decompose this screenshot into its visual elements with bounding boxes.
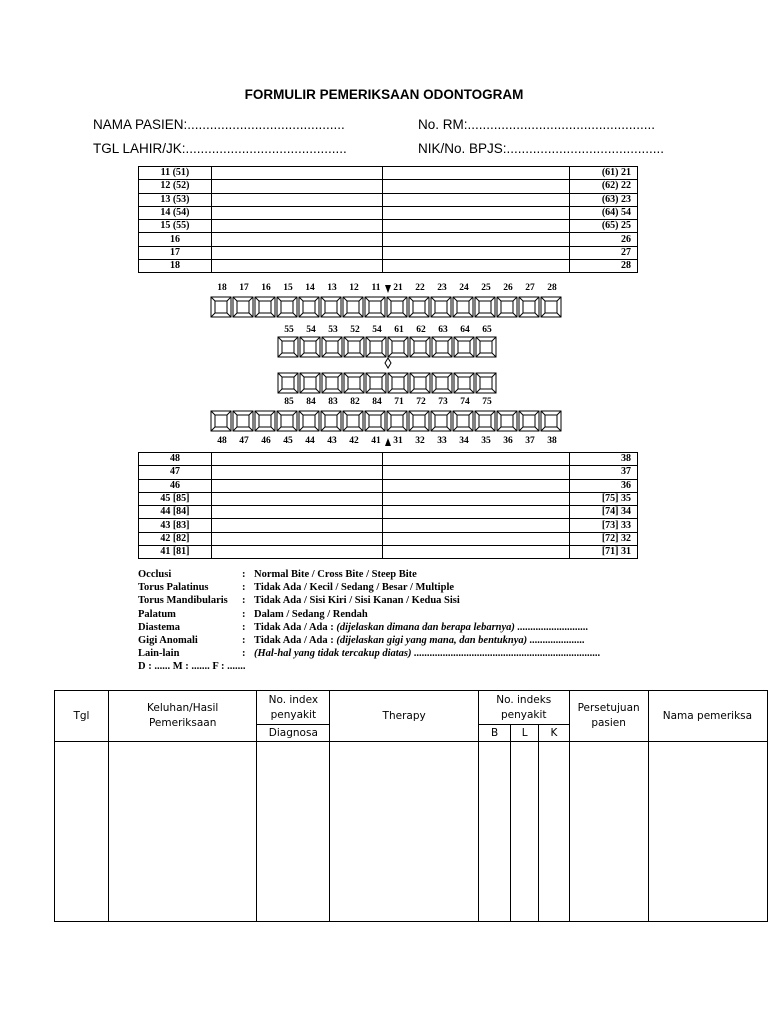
tooth-number: 28	[547, 283, 557, 293]
page-title: FORMULIR PEMERIKSAAN ODONTOGRAM	[244, 87, 524, 102]
tooth-label-left: 14 (54)	[139, 206, 212, 219]
tooth-number: 85	[284, 397, 294, 407]
tooth-number: 64	[460, 325, 470, 335]
table-row	[55, 742, 768, 922]
cell-diagnosa[interactable]	[257, 742, 330, 922]
exam-record-table	[54, 690, 768, 922]
tooth-label-right: 27	[570, 246, 638, 259]
tooth-label-left: 41 [81]	[139, 546, 212, 559]
tooth-number: 26	[503, 283, 513, 293]
tooth-number: 36	[503, 436, 513, 446]
tooth-number: 71	[394, 397, 404, 407]
dmf-line: D : ...... M : ....... F : .......	[138, 661, 246, 673]
header-k: K	[539, 725, 569, 742]
tooth-number: 25	[481, 283, 491, 293]
cell-l[interactable]	[511, 742, 539, 922]
tgl-lahir-field: TGL LAHIR/JK:...........................................	[93, 141, 347, 156]
header-tgl: Tgl	[55, 691, 109, 742]
tooth-number: 63	[438, 325, 448, 335]
tooth-number: 72	[416, 397, 426, 407]
tooth-number: 73	[438, 397, 448, 407]
tooth-label-left: 45 [85]	[139, 492, 212, 505]
tooth-number: 34	[459, 436, 469, 446]
tooth-number: 44	[305, 436, 315, 446]
cell-tgl[interactable]	[55, 742, 109, 922]
tooth-number: 84	[306, 397, 316, 407]
cell-nama[interactable]	[648, 742, 767, 922]
tooth-label-right: [72] 32	[570, 532, 638, 545]
tooth-number: 84	[372, 397, 382, 407]
tooth-label-left: 47	[139, 466, 212, 479]
tooth-number: 54	[306, 325, 316, 335]
tooth-label-right: (61) 21	[570, 167, 638, 180]
tooth-label-left: 44 [84]	[139, 506, 212, 519]
header-b: B	[479, 725, 511, 742]
tooth-number: 65	[482, 325, 492, 335]
tooth-number: 27	[525, 283, 535, 293]
header-l: L	[511, 725, 539, 742]
tooth-number: 16	[261, 283, 271, 293]
tooth-label-right: (63) 23	[570, 193, 638, 206]
tooth-number: 43	[327, 436, 337, 446]
header-nama-pemeriksa: Nama pemeriksa	[648, 691, 767, 742]
nama-pasien-field: NAMA PASIEN:..........................................	[93, 117, 345, 132]
header-no-indeks: No. indeks penyakit	[479, 691, 570, 725]
tooth-number: 53	[328, 325, 338, 335]
tooth-number: 62	[416, 325, 426, 335]
cell-keluhan[interactable]	[108, 742, 257, 922]
colon: :	[242, 635, 246, 647]
exam-value: Normal Bite / Cross Bite / Steep Bite	[254, 569, 417, 580]
tooth-label-right: 28	[570, 260, 638, 273]
tooth-label-right: 37	[570, 466, 638, 479]
tooth-number: 41	[371, 436, 381, 446]
header-persetujuan: Persetujuan pasien	[569, 691, 648, 742]
tooth-label-right: (64) 54	[570, 206, 638, 219]
exam-label: Occlusi	[138, 569, 172, 580]
colon: :	[242, 648, 246, 660]
tooth-label-right: 38	[570, 453, 638, 466]
tooth-number: 14	[305, 283, 315, 293]
tooth-number: 82	[350, 397, 360, 407]
exam-value: Tidak Ada / Ada :	[254, 621, 337, 633]
tooth-number: 55	[284, 325, 294, 335]
tooth-label-left: 13 (53)	[139, 193, 212, 206]
cell-k[interactable]	[539, 742, 569, 922]
tooth-number: 37	[525, 436, 535, 446]
cell-therapy[interactable]	[330, 742, 479, 922]
tooth-number: 83	[328, 397, 338, 407]
tooth-label-left: 16	[139, 233, 212, 246]
exam-label: Gigi Anomali	[138, 635, 198, 647]
tooth-number: 61	[394, 325, 404, 335]
exam-label: Lain-lain	[138, 648, 180, 660]
tooth-number: 24	[459, 283, 469, 293]
tooth-number: 32	[415, 436, 425, 446]
tooth-number: 48	[217, 436, 227, 446]
header-therapy: Therapy	[330, 691, 479, 742]
tooth-label-left: 15 (55)	[139, 220, 212, 233]
tooth-label-left: 48	[139, 453, 212, 466]
header-diagnosa: Diagnosa	[257, 725, 330, 742]
tooth-label-left: 46	[139, 479, 212, 492]
tooth-label-right: [73] 33	[570, 519, 638, 532]
tooth-number: 31	[393, 436, 403, 446]
tooth-label-right: [74] 34	[570, 506, 638, 519]
tooth-label-left: 17	[139, 246, 212, 259]
exam-label: Torus Mandibularis	[138, 595, 228, 607]
tooth-number: 18	[217, 283, 227, 293]
tooth-number: 15	[283, 283, 293, 293]
exam-label: Torus Palatinus	[138, 582, 209, 594]
nik-bpjs-field: NIK/No. BPJS:..........................................	[418, 141, 665, 156]
colon: :	[242, 621, 246, 633]
tooth-number: 52	[350, 325, 360, 335]
tooth-label-right: (62) 22	[570, 180, 638, 193]
tooth-number: 74	[460, 397, 470, 407]
tooth-label-right: [71] 31	[570, 546, 638, 559]
tooth-label-right: 36	[570, 479, 638, 492]
exam-note: (Hal-hal yang tidak tercakup diatas) .......................................................................	[254, 648, 601, 660]
tooth-number: 12	[349, 283, 359, 293]
tooth-label-right: [75] 35	[570, 492, 638, 505]
tooth-label-left: 42 [82]	[139, 532, 212, 545]
exam-label: Palatum	[138, 608, 176, 620]
exam-value: Dalam / Sedang / Rendah	[254, 608, 368, 620]
tooth-number: 23	[437, 283, 447, 293]
header-keluhan: Keluhan/Hasil Pemeriksaan	[108, 691, 257, 742]
tooth-number: 45	[283, 436, 293, 446]
colon: :	[242, 608, 246, 620]
tooth-label-left: 12 (52)	[139, 180, 212, 193]
exam-note: (dijelaskan dimana dan berapa lebarnya) ...........................	[336, 621, 589, 633]
tooth-number: 11	[371, 283, 381, 293]
no-rm-field: No. RM:..................................................	[418, 117, 656, 132]
tooth-number: 13	[327, 283, 337, 293]
tooth-label-left: 18	[139, 260, 212, 273]
tooth-number: 17	[239, 283, 249, 293]
tooth-number: 22	[415, 283, 425, 293]
tooth-number: 46	[261, 436, 271, 446]
tooth-number: 75	[482, 397, 492, 407]
colon: :	[242, 569, 246, 580]
tooth-label-left: 11 (51)	[139, 167, 212, 180]
tooth-label-left: 43 [83]	[139, 519, 212, 532]
tooth-number: 33	[437, 436, 447, 446]
colon: :	[242, 582, 246, 594]
tooth-number: 38	[547, 436, 557, 446]
exam-note: (dijelaskan gigi yang mana, dan bentuknya) .....................	[336, 635, 585, 647]
exam-label: Diastema	[138, 621, 180, 633]
exam-value: Tidak Ada / Sisi Kiri / Sisi Kanan / Kedua Sisi	[254, 595, 460, 607]
tooth-number: 35	[481, 436, 491, 446]
header-no-index: No. index penyakit	[257, 691, 330, 725]
exam-value: Tidak Ada / Kecil / Sedang / Besar / Multiple	[254, 582, 455, 594]
tooth-label-right: 26	[570, 233, 638, 246]
tooth-number: 21	[393, 283, 403, 293]
cell-b[interactable]	[479, 742, 511, 922]
tooth-number: 54	[372, 325, 382, 335]
exam-value: Tidak Ada / Ada :	[254, 635, 337, 647]
colon: :	[242, 595, 246, 607]
cell-persetujuan[interactable]	[569, 742, 648, 922]
tooth-number: 47	[239, 436, 249, 446]
tooth-number: 42	[349, 436, 359, 446]
tooth-label-right: (65) 25	[570, 220, 638, 233]
